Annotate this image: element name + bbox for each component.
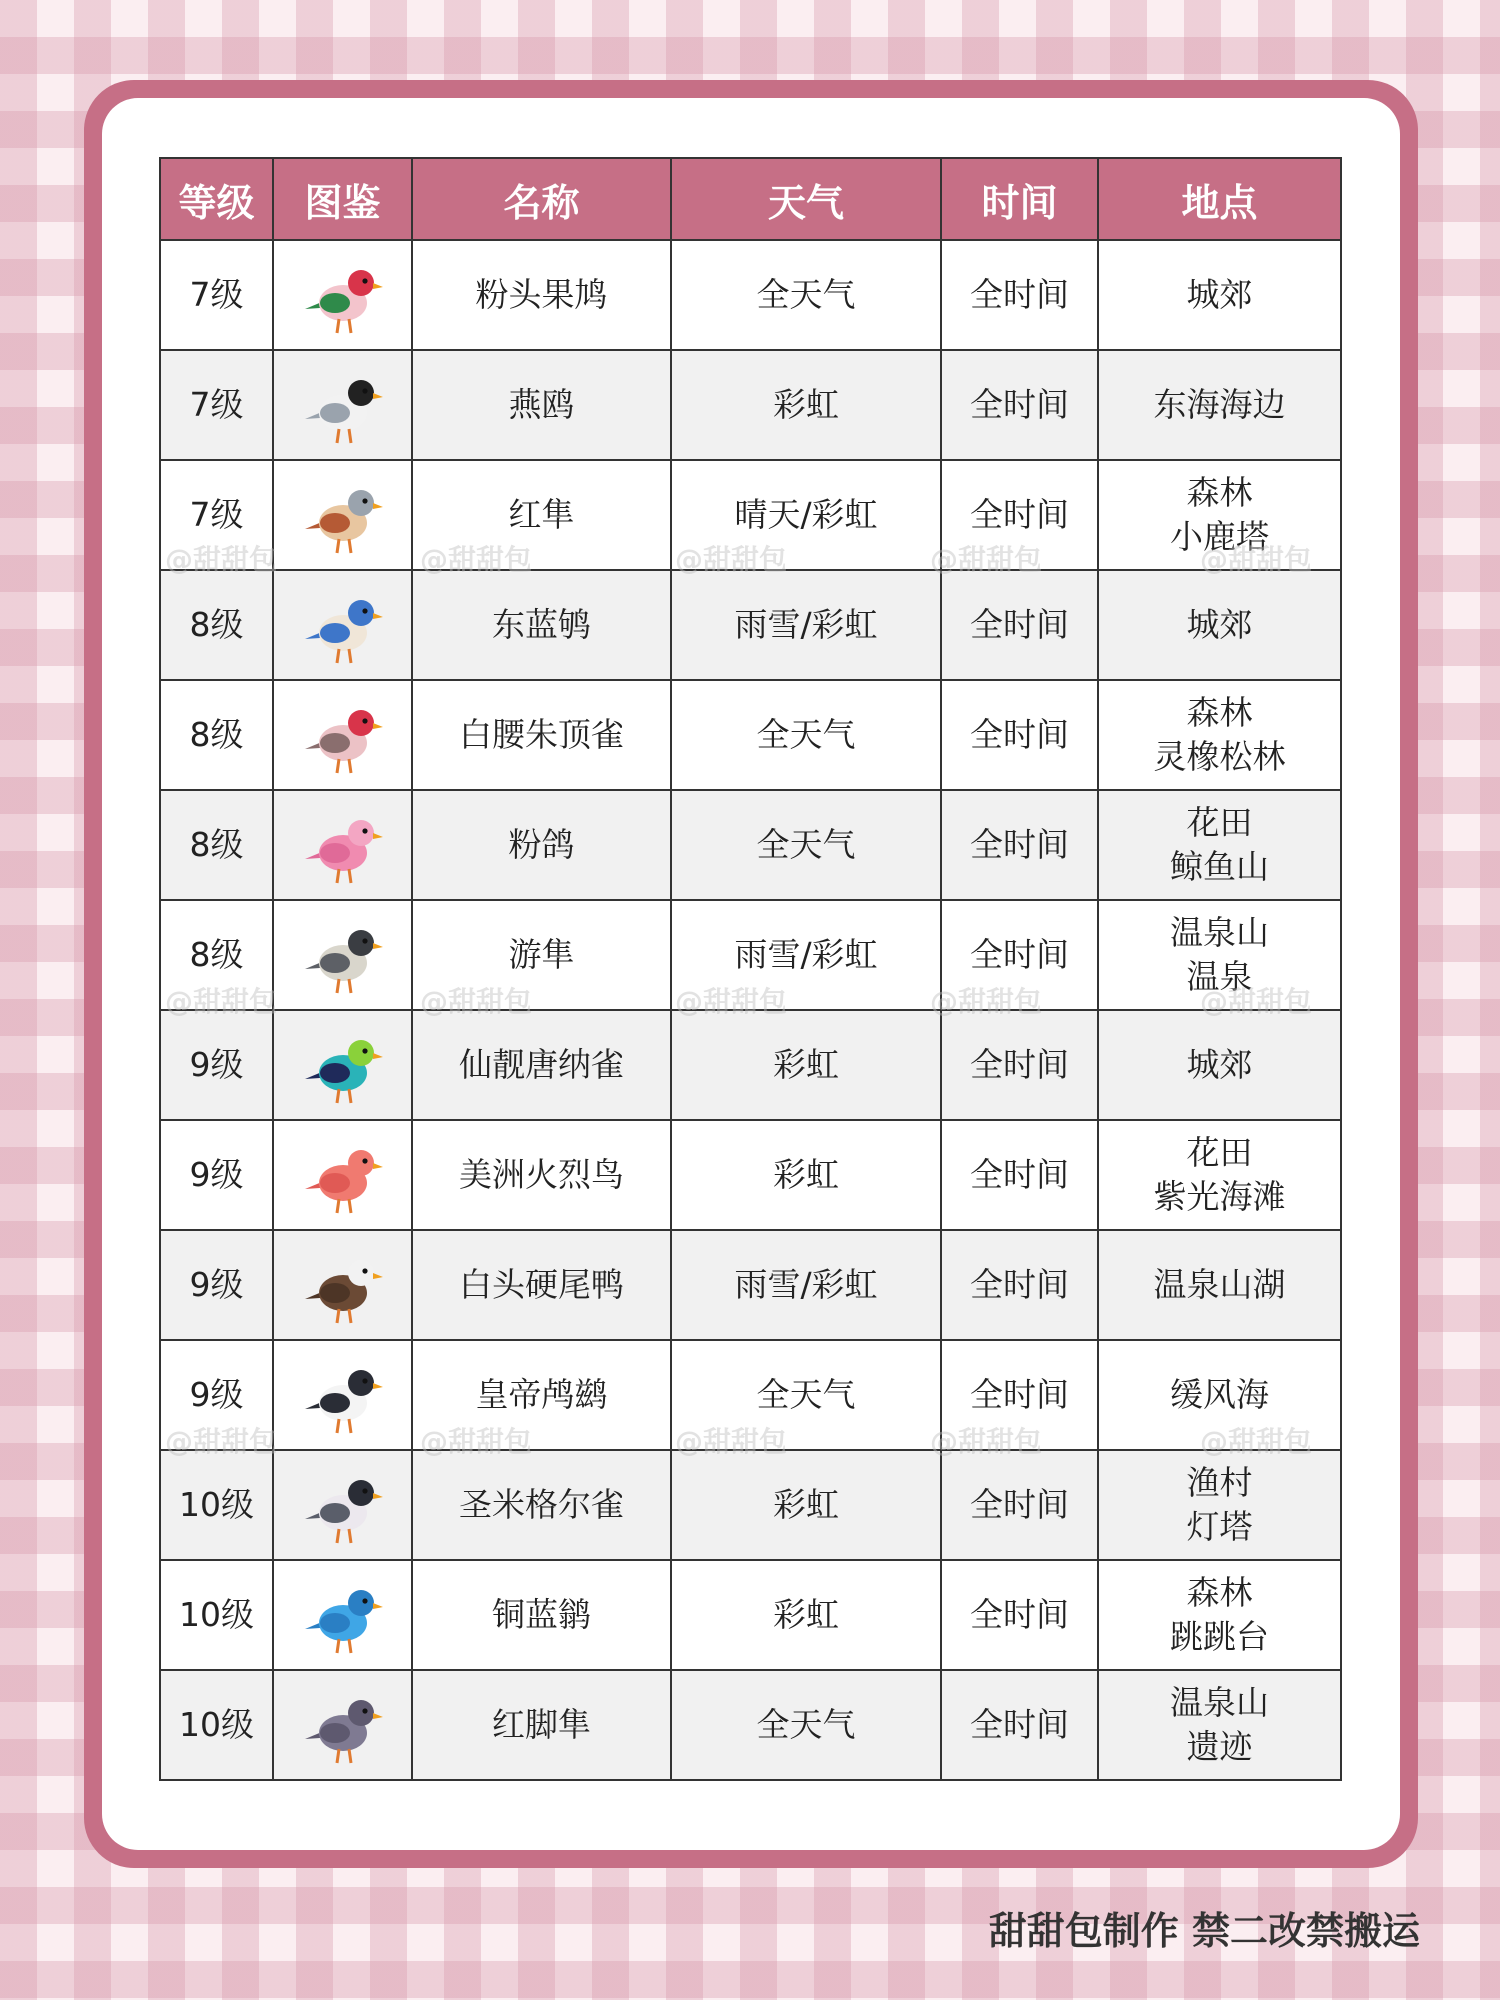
location-line-1: 温泉山 [1170,913,1269,952]
table-row [160,900,1341,1010]
bird-weather: 雨雪/彩虹 [671,900,941,1010]
watermark-text: @甜甜包 [675,1425,788,1458]
pink-headed-fruit-dove-icon [295,247,391,343]
watermark-text: @甜甜包 [930,985,1043,1018]
bird-name: 东蓝鸲 [412,570,671,680]
location-line-1: 花田 [1186,803,1253,842]
bird-icon-cell [273,350,412,460]
header-icon: 图鉴 [273,158,412,240]
location-line-1: 温泉山湖 [1153,1265,1286,1304]
location-line-1: 城郊 [1186,275,1253,314]
header-level: 等级 [160,158,273,240]
bird-location [1098,900,1341,1010]
watermark-text: @甜甜包 [420,543,533,576]
bird-level: 10级 [160,1450,273,1560]
bird-location [1098,350,1341,460]
bird-level: 8级 [160,790,273,900]
watermark-text: @甜甜包 [1200,1425,1313,1458]
bird-location [1098,240,1341,350]
watermark-text: @甜甜包 [1200,543,1313,576]
bird-level: 7级 [160,350,273,460]
bird-name: 红隼 [412,460,671,570]
indigo-bunting-icon [295,1567,391,1663]
table-row [160,570,1341,680]
bird-icon-cell [273,900,412,1010]
paradise-tanager-icon [295,1017,391,1113]
bird-time: 全时间 [941,1340,1098,1450]
bird-name: 圣米格尔雀 [412,1450,671,1560]
bird-icon-cell [273,1120,412,1230]
footer-credit: 甜甜包制作 禁二改禁搬运 [988,1909,1420,1953]
location-line-1: 东海海边 [1153,385,1286,424]
bird-name: 燕鸥 [412,350,671,460]
bird-level: 10级 [160,1560,273,1670]
header-name: 名称 [412,158,671,240]
bird-name: 白头硬尾鸭 [412,1230,671,1340]
bird-level: 7级 [160,460,273,570]
bird-time: 全时间 [941,1120,1098,1230]
red-footed-falcon-icon [295,1677,391,1773]
table-row [160,1120,1341,1230]
bird-time: 全时间 [941,1010,1098,1120]
table-row [160,680,1341,790]
location-line-1: 城郊 [1186,605,1253,644]
bird-level: 8级 [160,570,273,680]
table-row [160,1670,1341,1780]
location-line-1: 森林 [1186,693,1253,732]
watermark-text: @甜甜包 [930,543,1043,576]
bird-location [1098,790,1341,900]
bird-weather: 彩虹 [671,350,941,460]
table-row [160,1560,1341,1670]
american-flamingo-icon [295,1127,391,1223]
bird-time: 全时间 [941,1450,1098,1560]
location-line-1: 花田 [1186,1133,1253,1172]
bird-level: 9级 [160,1120,273,1230]
bird-location [1098,1230,1341,1340]
watermark-text: @甜甜包 [165,543,278,576]
bird-location [1098,460,1341,570]
bird-name: 铜蓝鹟 [412,1560,671,1670]
bird-time: 全时间 [941,1230,1098,1340]
bird-icon-cell [273,1010,412,1120]
header-time: 时间 [941,158,1098,240]
sao-miguel-bullfinch-icon [295,1457,391,1553]
watermark-text: @甜甜包 [420,1425,533,1458]
table-body [160,240,1341,1780]
bird-time: 全时间 [941,680,1098,790]
location-line-2: 鲸鱼山 [1170,847,1269,886]
bird-weather: 全天气 [671,790,941,900]
bird-icon-cell [273,460,412,570]
bird-level: 9级 [160,1010,273,1120]
location-line-2: 温泉 [1186,957,1253,996]
bird-icon-cell [273,570,412,680]
watermark-text: @甜甜包 [165,985,278,1018]
bird-location [1098,680,1341,790]
peregrine-falcon-icon [295,907,391,1003]
bird-name: 仙靓唐纳雀 [412,1010,671,1120]
emperor-shag-icon [295,1347,391,1443]
location-line-2: 灵橡松林 [1153,737,1286,776]
bird-level: 8级 [160,680,273,790]
tern-icon [295,357,391,453]
bird-level: 10级 [160,1670,273,1780]
bird-icon-cell [273,1340,412,1450]
bird-table [159,157,1342,1781]
bird-icon-cell [273,680,412,790]
bird-weather: 彩虹 [671,1560,941,1670]
table-row [160,1230,1341,1340]
location-line-1: 城郊 [1186,1045,1253,1084]
location-line-1: 森林 [1186,1573,1253,1612]
header-weather: 天气 [671,158,941,240]
bird-weather: 彩虹 [671,1010,941,1120]
bird-icon-cell [273,1450,412,1560]
pink-pigeon-icon [295,797,391,893]
white-rumped-finch-icon [295,687,391,783]
bird-time: 全时间 [941,900,1098,1010]
table-row [160,1450,1341,1560]
location-line-2: 遗迹 [1186,1727,1253,1766]
table-row [160,790,1341,900]
bird-weather: 晴天/彩虹 [671,460,941,570]
bird-time: 全时间 [941,570,1098,680]
bird-weather: 雨雪/彩虹 [671,570,941,680]
bird-location [1098,1010,1341,1120]
bird-level: 9级 [160,1340,273,1450]
bird-weather: 彩虹 [671,1450,941,1560]
table-row [160,240,1341,350]
location-line-1: 渔村 [1186,1463,1253,1502]
bird-level: 9级 [160,1230,273,1340]
bird-time: 全时间 [941,460,1098,570]
watermark-text: @甜甜包 [165,1425,278,1458]
table-row [160,350,1341,460]
location-line-2: 灯塔 [1186,1507,1253,1546]
eastern-bluebird-icon [295,577,391,673]
bird-location [1098,570,1341,680]
bird-location [1098,1120,1341,1230]
bird-icon-cell [273,1560,412,1670]
watermark-text: @甜甜包 [420,985,533,1018]
bird-name: 游隼 [412,900,671,1010]
header-location: 地点 [1098,158,1341,240]
bird-time: 全时间 [941,1670,1098,1780]
bird-name: 红脚隼 [412,1670,671,1780]
bird-name: 白腰朱顶雀 [412,680,671,790]
bird-icon-cell [273,1230,412,1340]
bird-icon-cell [273,1670,412,1780]
bird-time: 全时间 [941,350,1098,460]
location-line-2: 小鹿塔 [1170,517,1269,556]
bird-level: 8级 [160,900,273,1010]
bird-name: 皇帝鸬鹚 [412,1340,671,1450]
watermark-text: @甜甜包 [675,985,788,1018]
table-row [160,1010,1341,1120]
bird-weather: 雨雪/彩虹 [671,1230,941,1340]
location-line-1: 温泉山 [1170,1683,1269,1722]
kestrel-icon [295,467,391,563]
bird-time: 全时间 [941,240,1098,350]
watermark-text: @甜甜包 [675,543,788,576]
bird-location [1098,1670,1341,1780]
location-line-1: 森林 [1186,473,1253,512]
bird-icon-cell [273,240,412,350]
bird-location [1098,1560,1341,1670]
location-line-1: 缓风海 [1170,1375,1269,1414]
bird-weather: 全天气 [671,1670,941,1780]
location-line-2: 紫光海滩 [1153,1177,1286,1216]
watermark-text: @甜甜包 [930,1425,1043,1458]
bird-weather: 全天气 [671,680,941,790]
table-header-row [160,158,1341,240]
bird-icon-cell [273,790,412,900]
bird-level: 7级 [160,240,273,350]
bird-location [1098,1450,1341,1560]
table-row [160,460,1341,570]
bird-location [1098,1340,1341,1450]
bird-weather: 全天气 [671,1340,941,1450]
bird-name: 粉头果鸠 [412,240,671,350]
bird-weather: 全天气 [671,240,941,350]
table-row [160,1340,1341,1450]
bird-time: 全时间 [941,1560,1098,1670]
bird-weather: 彩虹 [671,1120,941,1230]
bird-time: 全时间 [941,790,1098,900]
white-headed-duck-icon [295,1237,391,1333]
bird-name: 美洲火烈鸟 [412,1120,671,1230]
watermark-text: @甜甜包 [1200,985,1313,1018]
location-line-2: 跳跳台 [1170,1617,1269,1656]
bird-name: 粉鸽 [412,790,671,900]
